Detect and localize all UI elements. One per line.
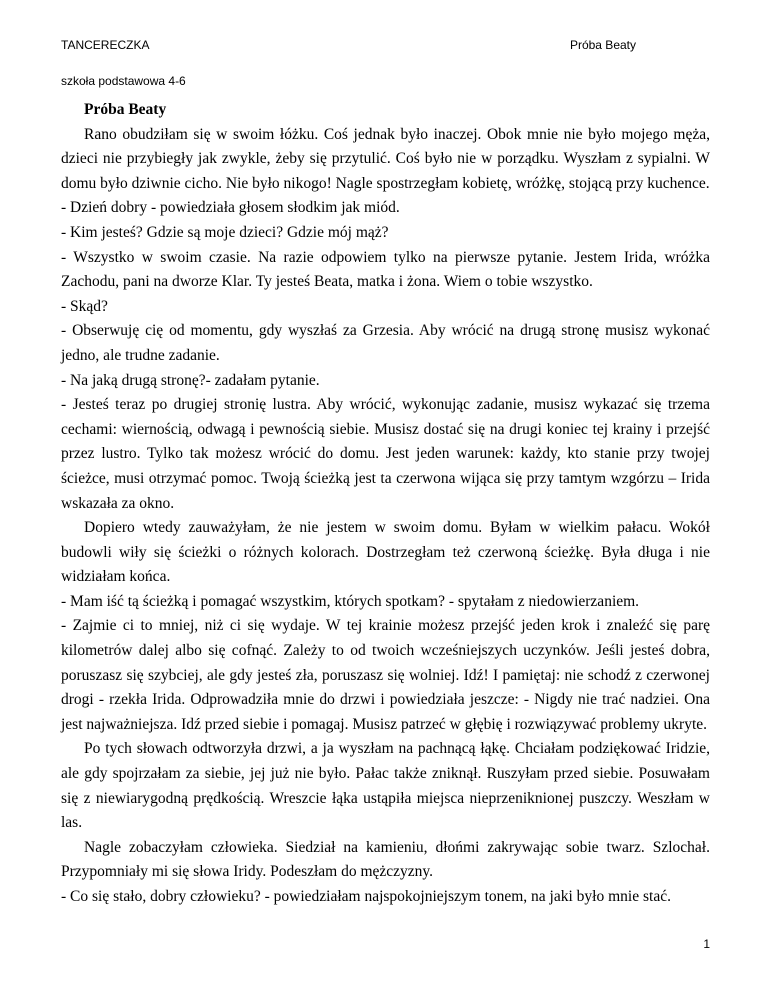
header-story-name: Próba Beaty [569,38,636,52]
story-paragraph: - Na jaką drugą stronę?- zadałam pytanie. [61,371,320,389]
story-body [61,98,710,910]
story-paragraph: - Zajmie ci to mniej, niż ci się wydaje. W tej krainie możesz przejść jeden krok i znaleźć się parę kilometrów dalej albo się cofnąć. Zależy to od twoich wcześniejszych uczynków. Jeśli jesteś dobra, poruszasz się szybciej, ale gdy jesteś zła, poruszasz się wolniej. Idź! I pamiętaj: nie schodź z czerwonej drogi - rzekła Irida. Odprowadziła mnie do drzwi i powiedziała jeszcze: - Nigdy nie trać nadziei. Ona jest najważniejsza. Idź przed siebie i pomagaj. Musisz patrzeć w głębię i rozwiązywać problemy ukryte. [61,617,710,733]
story-paragraph: - Kim jesteś? Gdzie są moje dzieci? Gdzie mój mąż? [61,223,389,241]
story-paragraph: Dopiero wtedy zauważyłam, że nie jestem w swoim domu. Byłam w wielkim pałacu. Wokół budowli wiły się ścieżki o różnych kolorach. Dostrzegłam też czerwoną ścieżkę. Była długa i nie widziałam końca. [61,519,710,586]
school-level: szkoła podstawowa 4-6 [61,74,186,88]
story-paragraph: Po tych słowach odtworzyła drzwi, a ja wyszłam na pachnącą łąkę. Chciałam podziękować Iridzie, ale gdy spojrzałam za siebie, jej już nie było. Pałac także zniknął. Ruszyłam przed siebie. Posuwałam się z niewiarygodną prędkością. Wreszcie łąka ustąpiła miejsca nieprzeniknionej puszczy. Weszłam w las. [61,740,710,832]
story-paragraph: Rano obudziłam się w swoim łóżku. Coś jednak było inaczej. Obok mnie nie było mojego męża, dzieci nie przybiegły jak zwykle, żeby się przytulić. Coś było nie w porządku. Wyszłam z sypialni. W domu było dziwnie cicho. Nie było nikogo! Nagle spostrzegłam kobietę, wróżkę, stojącą przy kuchence. [61,125,710,192]
story-paragraph: Nagle zobaczyłam człowieka. Siedział na kamieniu, dłońmi zakrywając sobie twarz. Szlochał. Przypomniały mi się słowa Iridy. Podeszłam do mężczyzny. [61,838,710,881]
story-paragraph: - Obserwuję cię od momentu, gdy wyszłaś za Grzesia. Aby wrócić na drugą stronę musisz wykonać jedno, ale trudne zadanie. [61,322,710,364]
story-paragraph: - Mam iść tą ścieżką i pomagać wszystkim, których spotkam? - spytałam z niedowierzaniem. [61,592,640,610]
story-paragraph: - Wszystko w swoim czasie. Na razie odpowiem tylko na pierwsze pytanie. Jestem Irida, wróżka Zachodu, pani na dworze Klar. Ty jesteś Beata, matka i żona. Wiem o tobie wszystko. [61,248,710,291]
page-number: 1 [703,937,710,951]
story-paragraph: - Skąd? [61,297,108,315]
story-paragraph: - Jesteś teraz po drugiej stronię lustra. Aby wrócić, wykonując zadanie, musisz wykazać się trzema cechami: wiernością, odwagą i pewnością siebie. Musisz dostać się na drugi koniec tej krainy i przejść przez lustro. Tylko tak możesz wrócić do domu. Jest jeden warunek: każdy, kto stanie przy twojej ścieżce, musi otrzymać pomoc. Twoją ścieżką jest ta czerwona wijąca się przy tamtym wzgórzu – Irida wskazała za okno. [61,396,710,512]
story-title: Próba Beaty [84,101,167,118]
header-title: TANCERECZKA [61,38,150,52]
story-paragraph: - Co się stało, dobry człowieku? - powiedziałam najspokojniejszym tonem, na jaki było mnie stać. [61,888,671,905]
story-paragraph: - Dzień dobry - powiedziała głosem słodkim jak miód. [61,199,400,217]
